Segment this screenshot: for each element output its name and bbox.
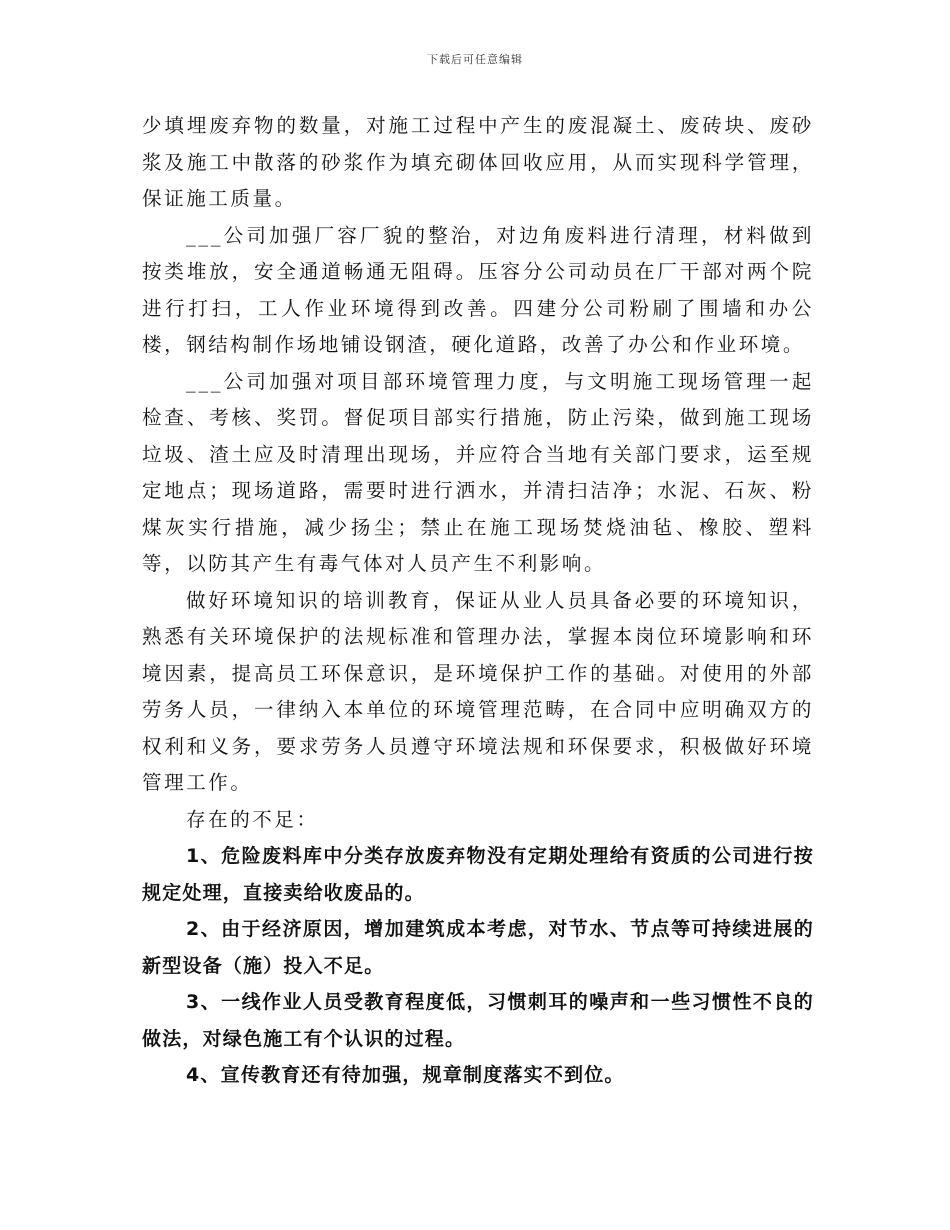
paragraph-plant-cleanup: ___公司加强厂容厂貌的整治，对边角废料进行清理，材料做到按类堆放，安全通道畅通无阻碍。压容分公司动员在厂干部对两个院进行打扫，工人作业环境得到改善。四建分公司粉刷了围墙和办公楼，钢结构制作场地铺设钢渣，硬化道路，改善了办公和作业环境。 [142,223,814,356]
shortcoming-item-3: 3、一线作业人员受教育程度低，习惯刺耳的噪声和一些习惯性不良的做法，对绿色施工有个认识的过程。 [142,991,814,1050]
page-header: 下载后可任意编辑 [427,53,523,66]
paragraph-continuation: 少填埋废弃物的数量，对施工过程中产生的废混凝土、废砖块、废砂浆及施工中散落的砂浆作为填充砌体回收应用，从而实现科学管理，保证施工质量。 [142,114,814,210]
document-body [142,108,814,1094]
shortcoming-item-1: 1、危险废料库中分类存放废弃物没有定期处理给有资质的公司进行按规定处理，直接卖给收废品的。 [142,845,814,904]
paragraph-project-management: ___公司加强对项目部环境管理力度，与文明施工现场管理一起检查、考核、奖罚。督促项目部实行措施，防止污染，做到施工现场垃圾、渣土应及时清理出现场，并应符合当地有关部门要求，运至规定地点；现场道路，需要时进行洒水，并清扫洁净；水泥、石灰、粉煤灰实行措施，减少扬尘；禁止在施工现场焚烧油毡、橡胶、塑料等，以防其产生有毒气体对人员产生不利影响。 [142,369,814,575]
paragraph-training: 做好环境知识的培训教育，保证从业人员具备必要的环境知识，熟悉有关环境保护的法规标准和管理办法，掌握本岗位环境影响和环境因素，提高员工环保意识，是环境保护工作的基础。对使用的外部劳务人员，一律纳入本单位的环境管理范畴，在合同中应明确双方的权利和义务，要求劳务人员遵守环境法规和环保要求，积极做好环境管理工作。 [142,588,814,794]
paragraph-shortcomings-heading: 存在的不足： [186,807,319,831]
shortcoming-item-4: 4、宣传教育还有待加强，规章制度落实不到位。 [186,1064,625,1086]
shortcoming-item-2: 2、由于经济原因，增加建筑成本考虑，对节水、节点等可持续进展的新型设备（施）投入不足。 [142,918,814,977]
